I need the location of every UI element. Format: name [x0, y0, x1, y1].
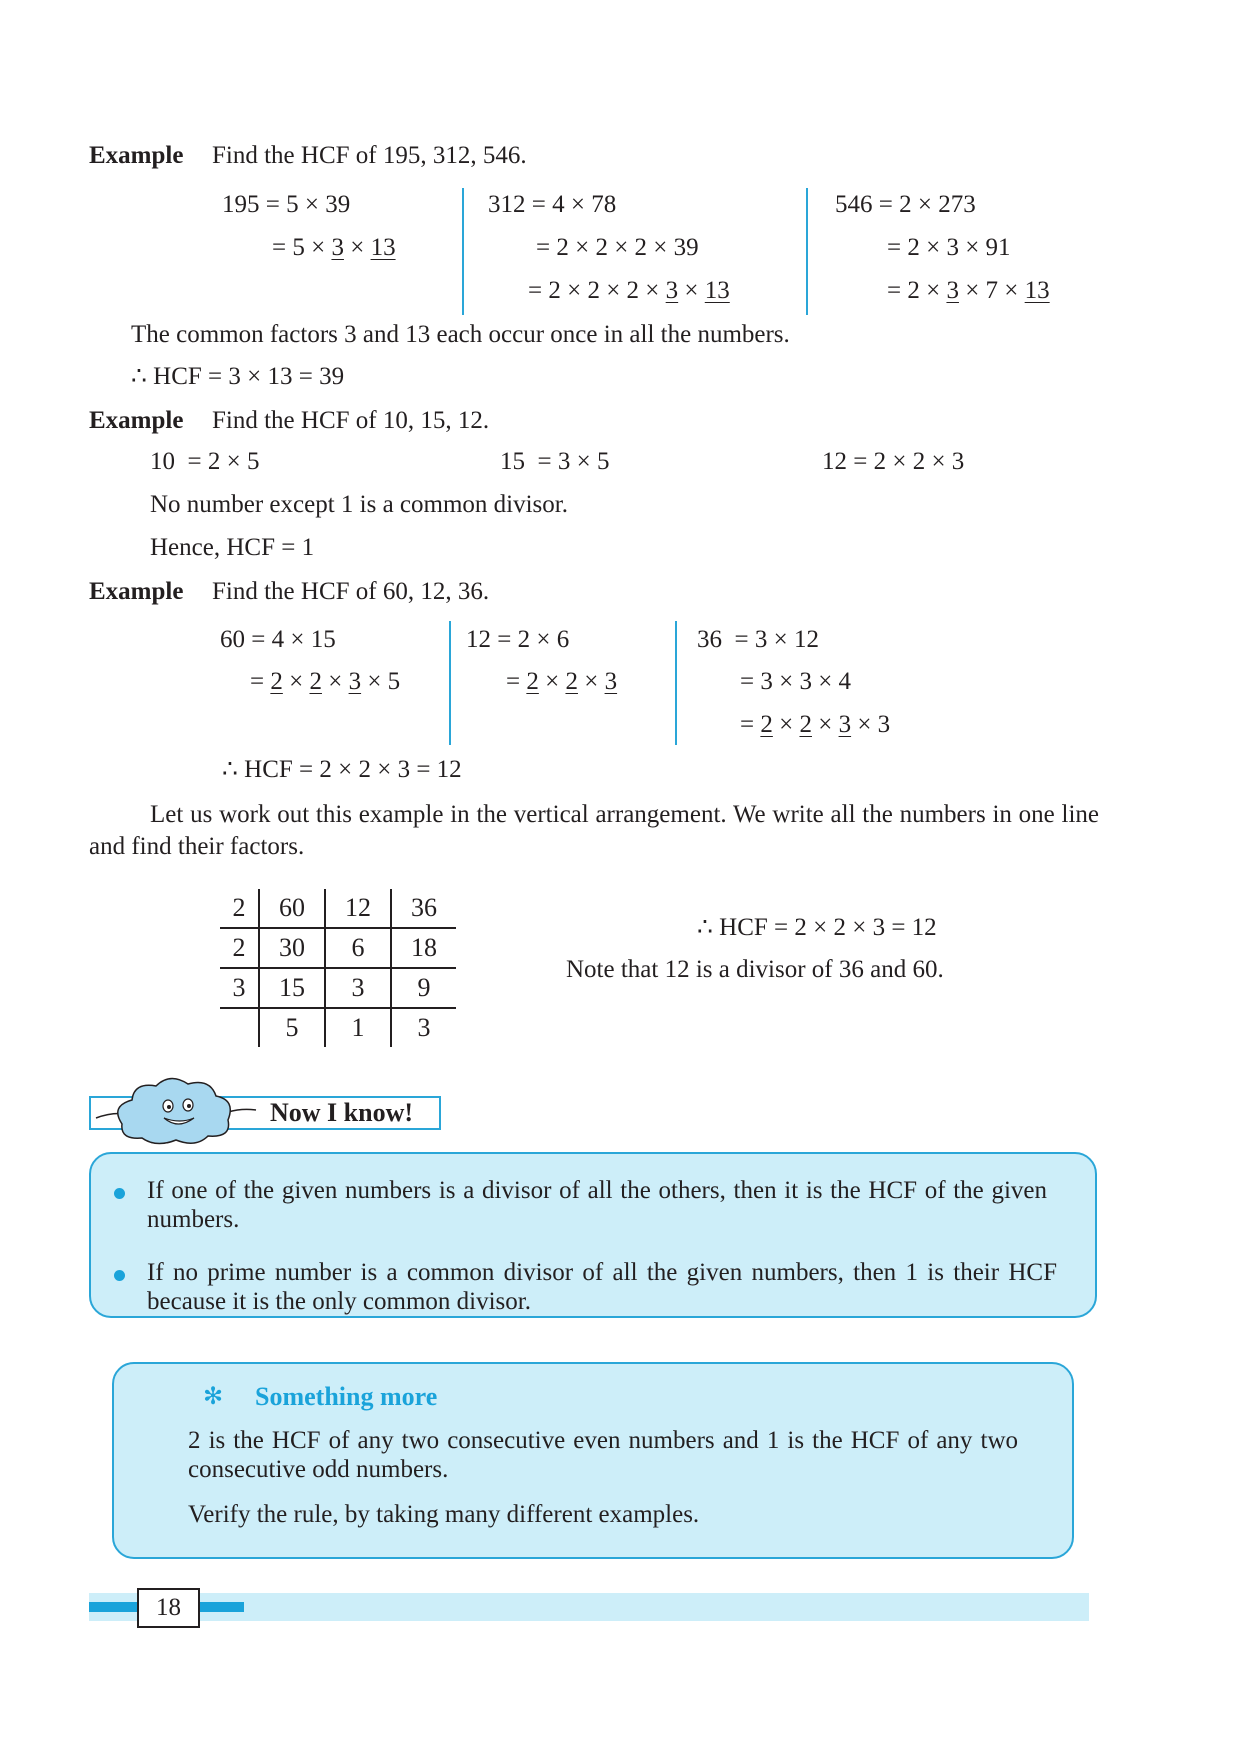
hcf-result: Hence, HCF = 1: [150, 534, 315, 561]
table-cell: 1: [325, 1008, 391, 1047]
division-table: [220, 889, 456, 1047]
factor-line: = 2 × 3 × 7 × 13: [887, 277, 1050, 304]
column-divider: [449, 621, 451, 745]
table-cell: 12: [325, 889, 391, 928]
explanation-text: The common factors 3 and 13 each occur once in all the numbers.: [131, 321, 790, 348]
table-cell: 5: [259, 1008, 325, 1047]
explanation-text: Note that 12 is a divisor of 36 and 60.: [566, 956, 944, 983]
factor-line: = 2 × 2 × 3: [506, 668, 618, 695]
divisor-cell: 2: [220, 928, 259, 968]
table-cell: 60: [259, 889, 325, 928]
bullet-icon: [114, 1188, 125, 1199]
list-item: If one of the given numbers is a divisor of all the others, then it is the HCF of the given numbers.: [147, 1177, 1047, 1233]
factor-line: 312 = 4 × 78: [488, 191, 617, 218]
factor-line: 546 = 2 × 273: [835, 191, 976, 218]
page-number: 18: [137, 1588, 200, 1628]
something-more-text: 2 is the HCF of any two consecutive even numbers and 1 is the HCF of any two consecutive odd numbers.: [188, 1427, 1018, 1483]
explanation-text: No number except 1 is a common divisor.: [150, 491, 568, 518]
column-divider: [462, 188, 464, 315]
factor-line: = 3 × 3 × 4: [740, 668, 852, 695]
table-cell: 18: [391, 928, 456, 968]
column-divider: [675, 621, 677, 745]
divisor-cell: [220, 1008, 259, 1047]
table-cell: 30: [259, 928, 325, 968]
factor-line: = 2 × 2 × 3 × 3: [740, 711, 891, 738]
hcf-result: ∴ HCF = 2 × 2 × 3 = 12: [222, 756, 462, 783]
hcf-result: ∴ HCF = 3 × 13 = 39: [131, 363, 345, 390]
example-question: Find the HCF of 60, 12, 36.: [212, 578, 490, 605]
example-question: Find the HCF of 195, 312, 546.: [212, 142, 527, 169]
footer-stripe: [200, 1602, 244, 1612]
example-label: Example: [89, 407, 184, 434]
table-cell: 36: [391, 889, 456, 928]
factor-line: 12 = 2 × 6: [466, 626, 570, 653]
now-i-know-title: Now I know!: [270, 1098, 414, 1127]
column-divider: [806, 188, 808, 315]
table-cell: 15: [259, 968, 325, 1008]
factor-line: = 2 × 2 × 2 × 3 × 13: [528, 277, 730, 304]
intro-paragraph: Let us work out this example in the vertical arrangement. We write all the numbers in one line and find their factors.: [89, 801, 1099, 860]
example-question: Find the HCF of 10, 15, 12.: [212, 407, 490, 434]
table-cell: 9: [391, 968, 456, 1008]
example-label: Example: [89, 142, 184, 169]
list-item: If no prime number is a common divisor of all the given numbers, then 1 is their HCF because it is the only common divisor.: [147, 1259, 1057, 1315]
factor-line: 195 = 5 × 39: [222, 191, 351, 218]
table-cell: 3: [325, 968, 391, 1008]
table-cell: 6: [325, 928, 391, 968]
factor-line: 60 = 4 × 15: [220, 626, 336, 653]
something-more-title: Something more: [255, 1382, 438, 1411]
factor-line: 15 = 3 × 5: [500, 448, 610, 475]
bullet-icon: [114, 1270, 125, 1281]
cloud-mascot-icon: [92, 1072, 262, 1148]
hcf-result: ∴ HCF = 2 × 2 × 3 = 12: [697, 914, 937, 941]
factor-line: 12 = 2 × 2 × 3: [822, 448, 965, 475]
footer-stripe: [89, 1602, 137, 1612]
factor-line: 36 = 3 × 12: [697, 626, 819, 653]
something-more-text: Verify the rule, by taking many different examples.: [188, 1501, 700, 1528]
factor-line: = 2 × 2 × 2 × 39: [536, 234, 699, 261]
divisor-cell: 2: [220, 889, 259, 928]
factor-line: = 2 × 2 × 3 × 5: [250, 668, 401, 695]
factor-line: = 2 × 3 × 91: [887, 234, 1011, 261]
asterisk-icon: ✻: [203, 1384, 224, 1410]
divisor-cell: 3: [220, 968, 259, 1008]
factor-line: = 5 × 3 × 13: [272, 234, 396, 261]
factor-line: 10 = 2 × 5: [150, 448, 260, 475]
table-cell: 3: [391, 1008, 456, 1047]
example-label: Example: [89, 578, 184, 605]
